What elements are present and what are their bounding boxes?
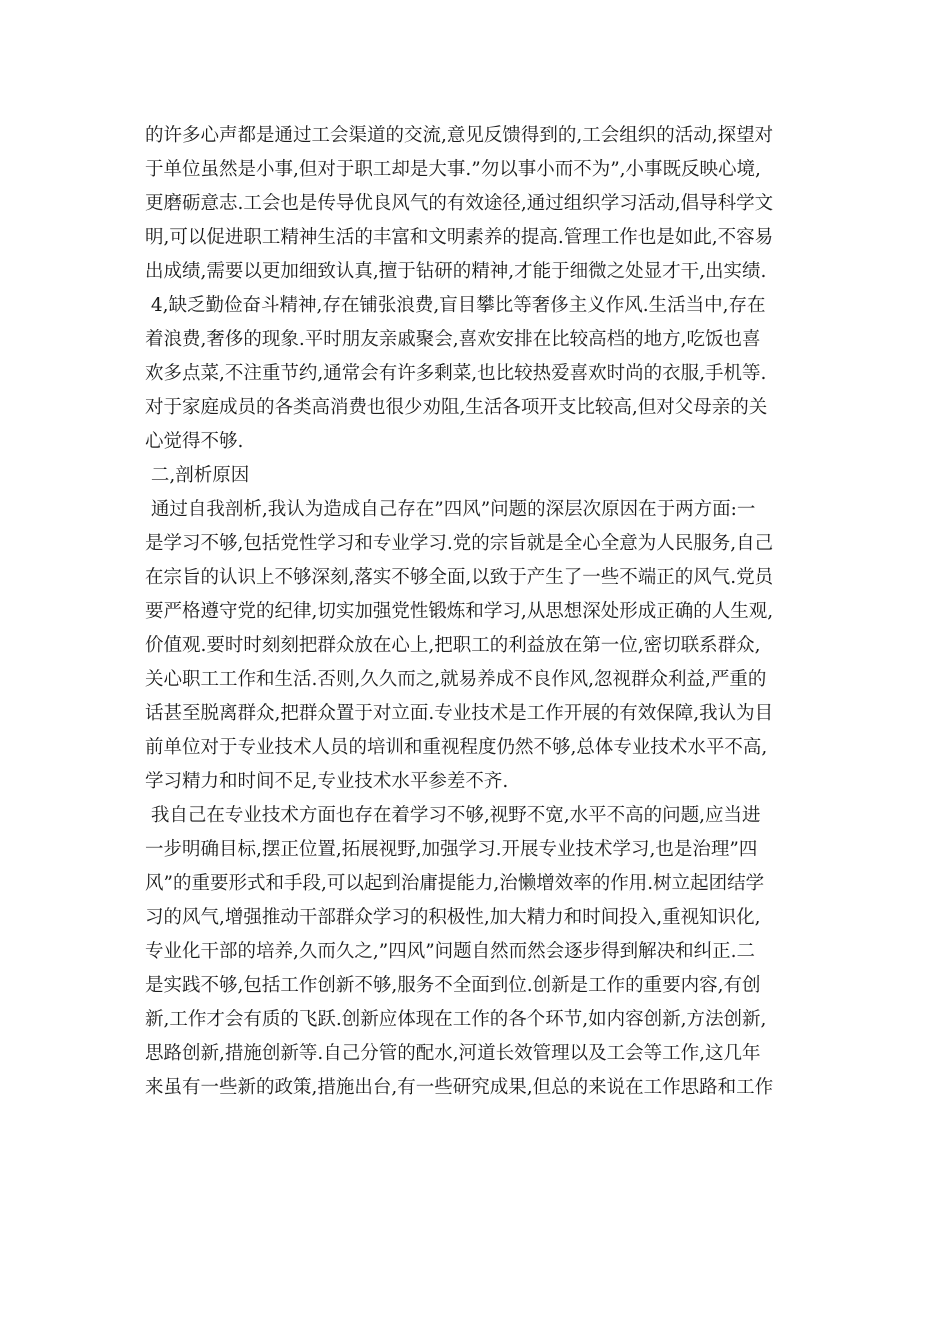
text-line: 是实践不够,包括工作创新不够,服务不全面到位.创新是工作的重要内容,有创	[145, 975, 761, 996]
text-line: 习的风气,增强推动干部群众学习的积极性,加大精力和时间投入,重视知识化,	[145, 907, 761, 928]
text-line: 是学习不够,包括党性学习和专业学习.党的宗旨就是全心全意为人民服务,自己	[145, 533, 774, 554]
text-line: 更磨砺意志.工会也是传导优良风气的有效途径,通过组织学习活动,倡导科学文	[145, 193, 774, 214]
text-line: 4,缺乏勤俭奋斗精神,存在铺张浪费,盲目攀比等奢侈主义作风.生活当中,存在	[145, 295, 766, 316]
text-line: 话甚至脱离群众,把群众置于对立面.专业技术是工作开展的有效保障,我认为目	[145, 703, 774, 724]
text-line: 心觉得不够.	[145, 431, 244, 452]
text-line: 在宗旨的认识上不够深刻,落实不够全面,以致于产生了一些不端正的风气.党员	[145, 567, 774, 588]
text-line: 关心职工工作和生活.否则,久久而之,就易养成不良作风,忽视群众利益,严重的	[145, 669, 767, 690]
text-line: 出成绩,需要以更加细致认真,擅于钻研的精神,才能于细微之处显才干,出实绩.	[145, 261, 767, 282]
text-line: 专业化干部的培养,久而久之,”四风”问题自然而然会逐步得到解决和纠正.二	[145, 941, 756, 962]
text-line: 明,可以促进职工精神生活的丰富和文明素养的提高.管理工作也是如此,不容易	[145, 227, 774, 248]
text-line: 新,工作才会有质的飞跃.创新应体现在工作的各个环节,如内容创新,方法创新,	[145, 1009, 767, 1030]
text-line: 思路创新,措施创新等.自己分管的配水,河道长效管理以及工会等工作,这几年	[145, 1043, 761, 1064]
text-line: 通过自我剖析,我认为造成自己存在”四风”问题的深层次原因在于两方面:一	[145, 499, 756, 520]
text-line: 一步明确目标,摆正位置,拓展视野,加强学习.开展专业技术学习,也是治理”四	[145, 839, 758, 860]
text-line: 着浪费,奢侈的现象.平时朋友亲戚聚会,喜欢安排在比较高档的地方,吃饭也喜	[145, 329, 761, 350]
text-line: 价值观.要时时刻刻把群众放在心上,把职工的利益放在第一位,密切联系群众,	[145, 635, 761, 656]
text-line: 二,剖析原因	[145, 465, 250, 486]
document-body	[145, 119, 815, 1105]
text-line: 欢多点菜,不注重节约,通常会有许多剩菜,也比较热爱喜欢时尚的衣服,手机等.	[145, 363, 767, 384]
text-line: 于单位虽然是小事,但对于职工却是大事.”勿以事小而不为”,小事既反映心境,	[145, 159, 761, 180]
text-line: 我自己在专业技术方面也存在着学习不够,视野不宽,水平不高的问题,应当进	[145, 805, 761, 826]
text-line: 的许多心声都是通过工会渠道的交流,意见反馈得到的,工会组织的活动,探望对	[145, 125, 774, 146]
text-line: 前单位对于专业技术人员的培训和重视程度仍然不够,总体专业技术水平不高,	[145, 737, 768, 758]
text-line: 来虽有一些新的政策,措施出台,有一些研究成果,但总的来说在工作思路和工作	[145, 1077, 774, 1098]
text-line: 学习精力和时间不足,专业技术水平参差不齐.	[145, 771, 509, 792]
text-line: 对于家庭成员的各类高消费也很少劝阻,生活各项开支比较高,但对父母亲的关	[145, 397, 768, 418]
text-line: 要严格遵守党的纪律,切实加强党性锻炼和学习,从思想深处形成正确的人生观,	[145, 601, 774, 622]
text-line: 风”的重要形式和手段,可以起到治庸提能力,治懒增效率的作用.树立起团结学	[145, 873, 765, 894]
